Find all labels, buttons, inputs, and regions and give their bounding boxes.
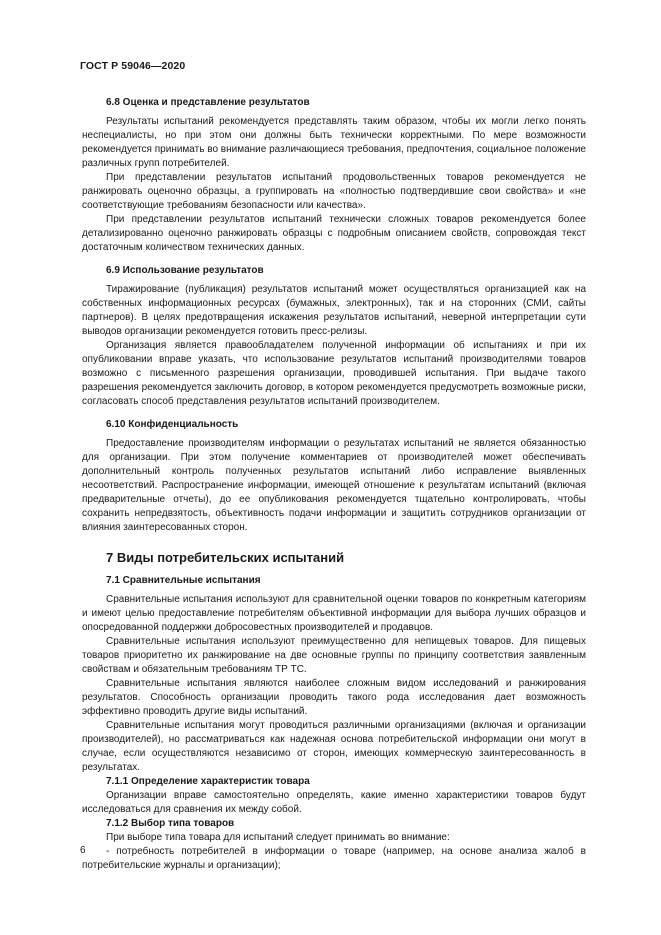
section-7-1-1-title: 7.1.1 Определение характеристик товара <box>106 776 310 787</box>
list-item: - потребность потребителей в информации о товаре (например, на основе анализа жалоб в потребительские журналы и организации); <box>82 846 586 871</box>
paragraph: Сравнительные испытания используют для сравнительной оценки товаров по конкретным категориям и имеют целью предоставление потребителям объективной информации для выбора лучших образцов и опосредованной поддержки добросовестных производителей и продавцов. <box>82 594 586 633</box>
paragraph: Предоставление производителям информации о результатах испытаний не является обязанностью для организации. При этом получение комментариев от производителей может обеспечивать дополнительный контроль полученных результатов испытаний либо исправление выявленных несоответствий. Распространение информации, имеющей отношение к результатам испытаний (включая предварительные отчеты), до ее опубликования рекомендуется тщательно контролировать, чтобы сохранить непредвзятость, объективность подачи информации и защитить сотрудников организации от влияния заинтересованных сторон. <box>82 438 586 533</box>
paragraph: Сравнительные испытания могут проводиться различными организациями (включая и организации производителей), но рассматриваться как надежная основа потребительской информации они могут в случае, если осуществляются независимо от сторон, имеющих коммерческую заинтересованность в результатах. <box>82 720 586 773</box>
paragraph: При выборе типа товара для испытаний следует принимать во внимание: <box>106 832 450 843</box>
paragraph: Тиражирование (публикация) результатов испытаний может осуществляться организацией как на собственных информационных ресурсах (бумажных, электронных), так и на сторонних (СМИ, сайты партнеров). В целях предотвращения искажения результатов испытаний, неверной интерпретации сути выводов организации рекомендуется готовить пресс-релизы. <box>82 284 586 337</box>
paragraph: При представлении результатов испытаний технически сложных товаров рекомендуется более детализированно оценочно ранжировать образцы с подробным описанием свойств, сопровождая текст достаточным количеством технических данных. <box>82 214 586 253</box>
section-6-9-title: 6.9 Использование результатов <box>106 265 264 276</box>
paragraph: Результаты испытаний рекомендуется представлять таким образом, чтобы их могли легко понять неспециалисты, но при этом они должны быть технически корректными. По мере возможности рекомендуется принимать во внимание различающиеся требования, предпочтения, социальное положение различных групп потребителей. <box>82 116 586 169</box>
paragraph: Организация является правообладателем полученной информации об испытаниях и при их опубликовании вправе указать, что использование результатов испытаний производителями товаров возможно с письменного разрешения организации, проводившей испытания. При выдаче такого разрешения рекомендуется заключить договор, в котором рекомендуется предусмотреть возможные риски, согласовать способ представления результатов испытаний производителем. <box>82 340 586 407</box>
section-7-title: 7 Виды потребительских испытаний <box>106 550 345 565</box>
document-header: ГОСТ Р 59046—2020 <box>80 60 186 72</box>
section-6-8-title: 6.8 Оценка и представление результатов <box>106 97 310 108</box>
section-7-1-title: 7.1 Сравнительные испытания <box>106 575 261 586</box>
section-6-10-title: 6.10 Конфиденциальность <box>106 419 239 430</box>
paragraph: Сравнительные испытания являются наиболее сложным видом исследований и ранжирования результатов. Способность организации проводить такого рода исследования дает возможность эффективно проводить другие виды испытаний. <box>82 678 586 717</box>
paragraph: Организации вправе самостоятельно определять, какие именно характеристики товаров будут исследоваться для сравнения их между собой. <box>82 790 586 815</box>
document-body <box>82 96 586 873</box>
paragraph: При представлении результатов испытаний продовольственных товаров рекомендуется не ранжировать оценочно образцы, а группировать на «полностью подтвердившие свои свойства» и «не соответствующие требованиям безопасности или качества». <box>82 172 586 211</box>
page-number: 6 <box>80 845 86 856</box>
section-7-1-2-title: 7.1.2 Выбор типа товаров <box>106 818 235 829</box>
paragraph: Сравнительные испытания используют преимущественно для непищевых товаров. Для пищевых товаров приоритетно их ранжирование на две основные группы по принципу соответствия заявленным свойствам и обязательным требованиям ТР ТС. <box>82 636 586 675</box>
